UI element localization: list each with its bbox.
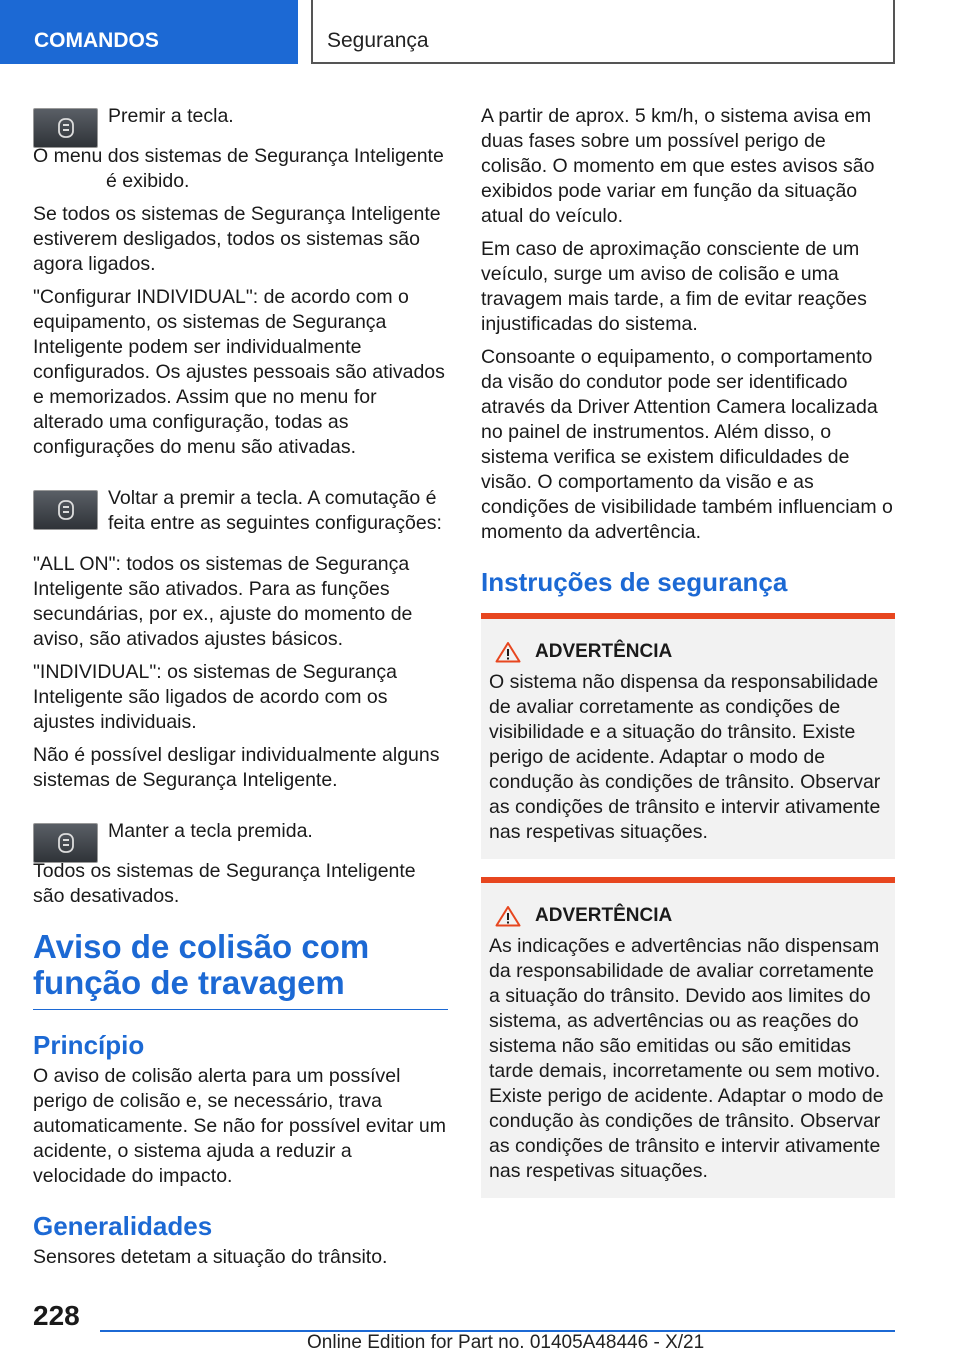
warning-title: ADVERTÊNCIA [535, 641, 673, 662]
warning-box [481, 877, 895, 1198]
paragraph: Consoante o equipamento, o comportamento da visão do condutor pode ser identificado através da Driver Attention Camera localizada no painel de instrumentos. Além disso, o sistema verifica se existem dificuldades de visão. O comportamento da visão e as condições de visibilidade também influenciam o momento da advertência. [481, 346, 893, 543]
edition-note: Online Edition for Part no. 01405A48446 - X/21 [307, 1332, 705, 1353]
warning-title: ADVERTÊNCIA [535, 905, 673, 926]
paragraph: Em caso de aproximação consciente de um veículo, surge um aviso de colisão e uma travagem mais tarde, a fim de evitar reações injustificadas do sistema. [481, 238, 867, 335]
key-instruction-1 [33, 104, 448, 148]
key-instruction-3 [33, 819, 448, 863]
driving-assistance-key-icon [33, 108, 98, 148]
key1-line2: O menu dos sistemas de Segurança Inteligente é exibido. [33, 145, 444, 192]
subheading-safety: Instruções de segurança [481, 567, 788, 597]
paragraph: Se todos os sistemas de Segurança Inteligente estiverem desligados, todos os sistemas são agora ligados. [33, 203, 441, 275]
paragraph: "Configurar INDIVIDUAL": de acordo com o equipamento, os sistemas de Segurança Inteligente podem ser individualmente configurados. Os ajustes pessoais são ativados e memorizados. Assim que no menu for alterado uma configuração, todas as configurações do menu são ativadas. [33, 286, 445, 458]
section-title: Segurança [311, 0, 895, 64]
paragraph: O aviso de colisão alerta para um possível perigo de colisão e, se necessário, trava automaticamente. Se não for possível evitar um acidente, o sistema ajuda a reduzir a velocidade do impacto. [33, 1065, 446, 1187]
warning-triangle-icon [495, 641, 521, 663]
key2-text: Voltar a premir a tecla. A comutação é feita entre as seguintes configurações: [108, 487, 442, 534]
warning-header [489, 903, 887, 928]
warning-header [489, 639, 887, 664]
warning-text: As indicações e advertências não dispensam da responsabilidade de avaliar corretamente a situação do trânsito. Devido aos limites do sistema, as advertências ou as reações do sistema não são emitidas ou são emitidas tarde demais, incorretamente ou sem motivo. Existe perigo de acidente. Adaptar o modo de condução às condições de trânsito. Observar as condições de trânsito e intervir ativamente nas respetivas situações. [489, 935, 884, 1182]
chapter-tab: COMANDOS [0, 0, 298, 64]
chapter-heading: Aviso de colisão com função de travagem [33, 929, 448, 1010]
key-instruction-2 [33, 486, 448, 544]
driving-assistance-key-icon [33, 490, 98, 530]
driving-assistance-key-icon [33, 823, 98, 863]
paragraph: "ALL ON": todos os sistemas de Segurança Inteligente são ativados. Para as funções secundárias, por ex., ajuste do momento de aviso, são ativados ajustes básicos. [33, 553, 413, 650]
paragraph: Não é possível desligar individualmente alguns sistemas de Segurança Inteligente. [33, 744, 440, 791]
paragraph: "INDIVIDUAL": os sistemas de Segurança Inteligente são ligados de acordo com os ajustes individuais. [33, 661, 397, 733]
key3-line2: Todos os sistemas de Segurança Inteligente são desativados. [33, 860, 416, 907]
page-number: 228 [33, 1300, 80, 1331]
key3-line1: Manter a tecla premida. [108, 820, 313, 842]
paragraph: A partir de aprox. 5 km/h, o sistema avisa em duas fases sobre um possível perigo de colisão. O momento em que estes avisos são exibidos pode variar em função da situação atual do veículo. [481, 105, 875, 227]
right-column [481, 104, 895, 1198]
warning-box [481, 613, 895, 859]
warning-text: O sistema não dispensa da responsabilidade de avaliar corretamente as condições de visibilidade e a situação do trânsito. Existe perigo de acidente. Adaptar o modo de condução às condições de trânsito. Observar as condições de trânsito e intervir ativamente nas respetivas situações. [489, 671, 881, 843]
left-column [33, 104, 448, 1278]
subheading-principle: Princípio [33, 1030, 145, 1060]
warning-triangle-icon [495, 905, 521, 927]
key1-line1: Premir a tecla. [108, 105, 234, 127]
subheading-general: Generalidades [33, 1211, 213, 1241]
paragraph: Sensores detetam a situação do trânsito. [33, 1246, 388, 1268]
